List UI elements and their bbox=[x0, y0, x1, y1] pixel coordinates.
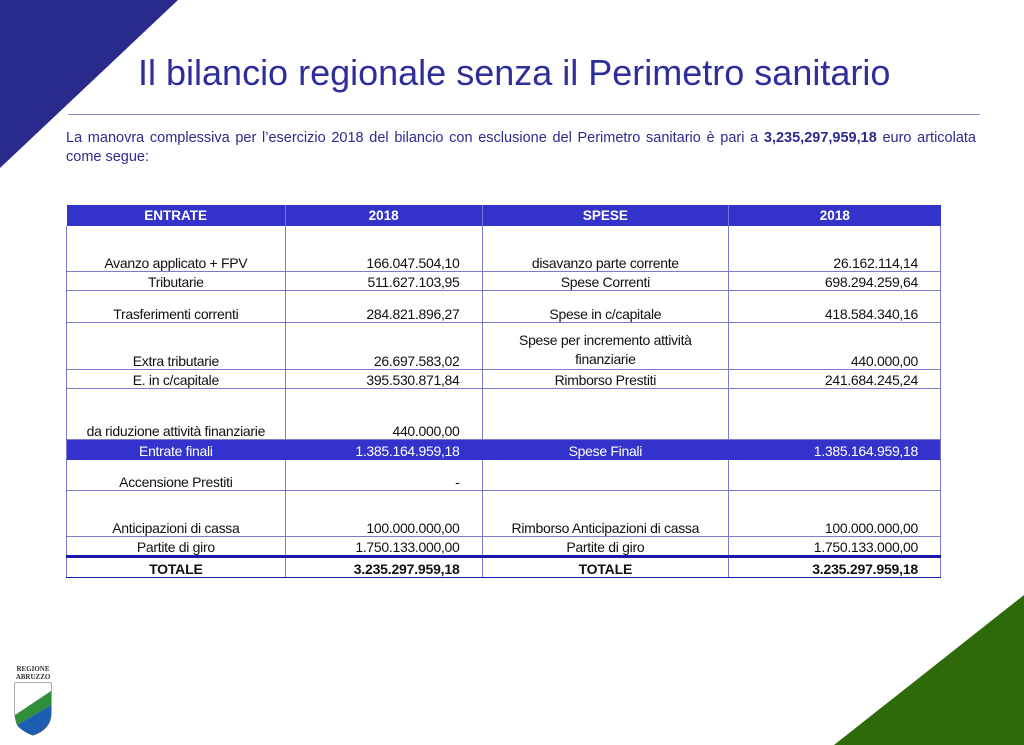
table-row bbox=[67, 322, 941, 369]
cell-total-label: TOTALE bbox=[67, 556, 286, 577]
header-spese: SPESE bbox=[482, 205, 729, 226]
cell-spesa-label: Spese Correnti bbox=[482, 271, 729, 290]
table-header-row bbox=[67, 205, 941, 226]
intro-text: La manovra complessiva per l’esercizio 2018 del bilancio con esclusione del Perimetro sanitario è pari a bbox=[66, 130, 759, 146]
table-row-highlight bbox=[67, 439, 941, 459]
cell-entrata-label: Trasferimenti correnti bbox=[67, 290, 286, 322]
regione-abruzzo-logo bbox=[11, 665, 55, 742]
cell-entrata-value: 166.047.504,10 bbox=[285, 226, 482, 271]
table-row bbox=[67, 290, 941, 322]
table-row bbox=[67, 490, 941, 536]
cell-spesa-value bbox=[729, 388, 941, 439]
header-entrate: ENTRATE bbox=[67, 205, 286, 226]
cell-entrata-label: Partite di giro bbox=[67, 536, 286, 556]
logo-text-line1: REGIONE bbox=[16, 665, 50, 673]
cell-spesa-label: Spese in c/capitale bbox=[482, 290, 729, 322]
cell-spesa-value: 26.162.114,14 bbox=[729, 226, 941, 271]
cell-entrata-label: Extra tributarie bbox=[67, 322, 286, 369]
cell-spesa-value: 241.684.245,24 bbox=[729, 369, 941, 388]
cell-spesa-value: 440.000,00 bbox=[729, 322, 941, 369]
cell-spesa-label: Partite di giro bbox=[482, 536, 729, 556]
cell-entrata-value: 100.000.000,00 bbox=[285, 490, 482, 536]
cell-entrata-value: 26.697.583,02 bbox=[285, 322, 482, 369]
title-divider bbox=[68, 114, 980, 115]
cell-spesa-label: disavanzo parte corrente bbox=[482, 226, 729, 271]
header-year-spese: 2018 bbox=[729, 205, 941, 226]
cell-spesa-label: Rimborso Anticipazioni di cassa bbox=[482, 490, 729, 536]
logo-text-line2: ABRUZZO bbox=[15, 673, 51, 681]
table-row-total bbox=[67, 556, 941, 577]
cell-entrata-value: 284.821.896,27 bbox=[285, 290, 482, 322]
cell-spesa-label: Spese Finali bbox=[482, 439, 729, 459]
cell-spesa-value bbox=[729, 459, 941, 490]
cell-spesa-value: 100.000.000,00 bbox=[729, 490, 941, 536]
intro-text-after: euro articolata come segue: bbox=[66, 130, 976, 165]
cell-spesa-label bbox=[482, 388, 729, 439]
page-title: Il bilancio regionale senza il Perimetro sanitario bbox=[138, 52, 891, 93]
cell-entrata-value: 511.627.103,95 bbox=[285, 271, 482, 290]
cell-entrata-value: 395.530.871,84 bbox=[285, 369, 482, 388]
cell-spesa-value: 418.584.340,16 bbox=[729, 290, 941, 322]
cell-entrata-label: Entrate finali bbox=[67, 439, 286, 459]
budget-table bbox=[66, 205, 941, 578]
cell-total-value: 3.235.297.959,18 bbox=[729, 556, 941, 577]
header-year-entrate: 2018 bbox=[285, 205, 482, 226]
cell-spesa-label bbox=[482, 459, 729, 490]
table-row bbox=[67, 536, 941, 556]
cell-spesa-label: Rimborso Prestiti bbox=[482, 369, 729, 388]
cell-entrata-label: E. in c/capitale bbox=[67, 369, 286, 388]
cell-spesa-value: 1.385.164.959,18 bbox=[729, 439, 941, 459]
cell-spesa-label: Spese per incremento attività finanziarie bbox=[482, 322, 729, 369]
table-row bbox=[67, 459, 941, 490]
cell-entrata-value: 440.000,00 bbox=[285, 388, 482, 439]
intro-amount: 3,235,297,959,18 bbox=[763, 130, 877, 146]
table-row bbox=[67, 388, 941, 439]
cell-total-value: 3.235.297.959,18 bbox=[285, 556, 482, 577]
cell-entrata-value: - bbox=[285, 459, 482, 490]
cell-total-label: TOTALE bbox=[482, 556, 729, 577]
table-row bbox=[67, 226, 941, 271]
table-row bbox=[67, 369, 941, 388]
intro-paragraph bbox=[66, 129, 976, 167]
cell-entrata-value: 1.385.164.959,18 bbox=[285, 439, 482, 459]
regione-abruzzo-emblem-icon bbox=[11, 681, 55, 737]
table-row bbox=[67, 271, 941, 290]
cell-entrata-label: Accensione Prestiti bbox=[67, 459, 286, 490]
cell-entrata-label: Tributarie bbox=[67, 271, 286, 290]
cell-entrata-value: 1.750.133.000,00 bbox=[285, 536, 482, 556]
cell-entrata-label: da riduzione attività finanziarie bbox=[67, 388, 286, 439]
cell-entrata-label: Avanzo applicato + FPV bbox=[67, 226, 286, 271]
cell-spesa-value: 1.750.133.000,00 bbox=[729, 536, 941, 556]
corner-decoration-triangle-green bbox=[834, 595, 1024, 745]
cell-entrata-label: Anticipazioni di cassa bbox=[67, 490, 286, 536]
cell-spesa-value: 698.294.259,64 bbox=[729, 271, 941, 290]
